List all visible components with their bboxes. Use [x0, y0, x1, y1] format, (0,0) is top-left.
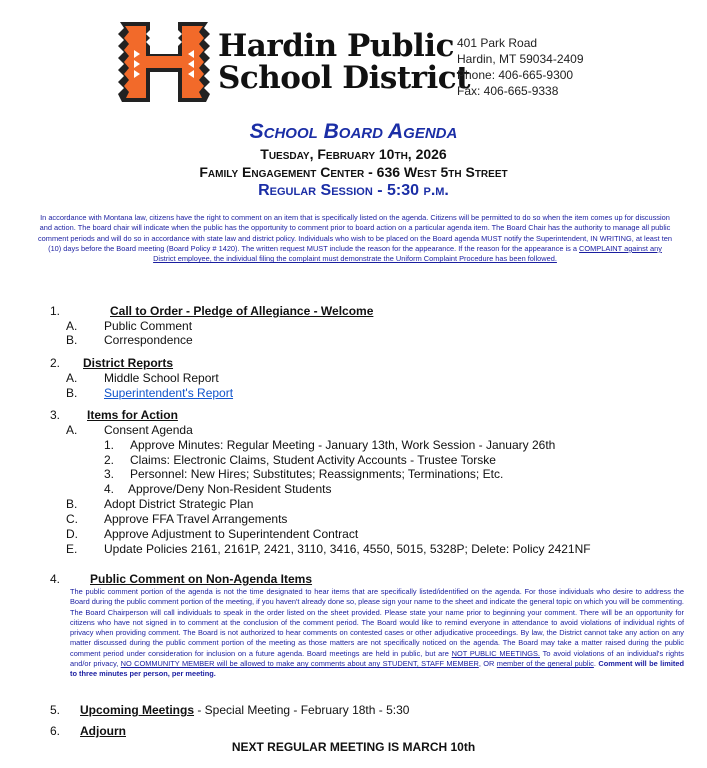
- meeting-location: Family Engagement Center - 636 West 5th Street: [199, 164, 508, 180]
- item-letter: C.: [66, 512, 78, 526]
- pc-no-community: NO COMMUNITY MEMBER will be allowed to make any comments about any STUDENT, STAFF MEMBER: [120, 659, 479, 669]
- address-phone: Phone: 406-665-9300: [457, 68, 574, 82]
- session-time: Regular Session - 5:30 p.m.: [258, 182, 449, 199]
- pc-time-limit: Comment will be limited to three minutes per person, per meeting.: [70, 659, 684, 679]
- item-letter: A.: [66, 423, 78, 437]
- consent-non-resident: Approve/Deny Non-Resident Students: [128, 482, 332, 496]
- pc-text-2: To avoid violations of an individual's rights and/or privacy,: [70, 648, 684, 669]
- section-2-title: District Reports: [83, 356, 174, 370]
- section-3-number: 3.: [50, 408, 61, 422]
- item-letter: B.: [66, 333, 78, 347]
- section-3-title: Items for Action: [87, 408, 178, 422]
- superintendent-report-link[interactable]: Superintendent's Report: [104, 386, 234, 400]
- sub-number: 3.: [104, 467, 115, 481]
- item-middle-school-report: Middle School Report: [104, 371, 219, 385]
- address-street: 401 Park Road: [457, 36, 538, 50]
- item-consent-agenda: Consent Agenda: [104, 423, 193, 437]
- item-letter: A.: [66, 371, 78, 385]
- section-1-title: Call to Order - Pledge of Allegiance - Welcome: [110, 304, 374, 318]
- section-5-detail: - Special Meeting - February 18th - 5:30: [194, 703, 410, 717]
- address-fax: Fax: 406-665-9338: [457, 84, 559, 98]
- item-letter: E.: [66, 542, 78, 556]
- item-public-comment: Public Comment: [104, 319, 193, 333]
- address-city: Hardin, MT 59034-2409: [457, 52, 584, 66]
- item-strategic-plan: Adopt District Strategic Plan: [104, 497, 254, 511]
- district-logo-icon: [116, 20, 212, 104]
- consent-personnel: Personnel: New Hires; Substitutes; Reassignments; Terminations; Etc.: [130, 467, 504, 481]
- intro-text: In accordance with Montana law, citizens have the right to comment on an item that is specifically listed on the agenda. Citizens will be permitted to do so when the item comes up for discussion and action. The board chair will indicate when the public has the opportunity to comment prior to board action on a particular agenda item. The Board Chair has the authority to manage all public comment periods and will do so in accordance with state law and district policy. Individuals who wish to be placed on the Board agenda MUST notify the Superintendent, IN WRITING, at least ten (10) days before the Board meeting (Board Policy # 1420). The written request MUST include the reason for the appearance. If the reason for the appearance is a: [37, 213, 672, 253]
- page-title: School Board Agenda: [249, 120, 458, 143]
- consent-claims: Claims: Electronic Claims, Student Activity Accounts - Trustee Torske: [130, 453, 496, 467]
- next-meeting-notice: NEXT REGULAR MEETING IS MARCH 10th: [231, 740, 476, 754]
- complaint-notice: COMPLAINT against any District employee, the individual filing the complaint must demonstrate the Uniform Complaint Procedure has been followed.: [153, 243, 662, 264]
- section-6-number: 6.: [50, 724, 61, 738]
- item-update-policies: Update Policies 2161, 2161P, 2421, 3110, 3416, 4550, 5015, 5328P; Delete: Policy 2421NF: [104, 542, 591, 556]
- section-5-number: 5.: [50, 703, 61, 717]
- item-letter: D.: [66, 527, 78, 541]
- section-1-number: 1.: [50, 304, 61, 318]
- item-letter: B.: [66, 386, 78, 400]
- pc-not-public: NOT PUBLIC MEETINGS.: [451, 648, 540, 658]
- meeting-date: Tuesday, February 10th, 2026: [260, 146, 447, 162]
- section-6-title: Adjourn: [80, 724, 126, 738]
- address-block: [457, 35, 584, 99]
- public-comment-notice: [70, 587, 684, 680]
- intro-notice: [36, 213, 674, 264]
- sub-number: 4.: [104, 482, 115, 496]
- item-correspondence: Correspondence: [104, 333, 193, 347]
- item-letter: B.: [66, 497, 78, 511]
- pc-text-3: , OR: [478, 659, 497, 669]
- section-4-number: 4.: [50, 572, 61, 586]
- consent-minutes: Approve Minutes: Regular Meeting - January 13th, Work Session - January 26th: [130, 438, 556, 452]
- pc-text: The public comment portion of the agenda is not the time designated to hear items that are specifically listed/identified on the agenda. For those individuals who desire to address the Board during the public comment portion of the meeting, if you haven't already done so, please sign your name to the sheet and indicate the general topic on which you will be commenting. The Board Chairperson will call individuals to speak in the order listed on the sheet provided. Please state your name prior to beginning your comment. There will be an opportunity for citizens who have not signed in to comment at the conclusion of the comment period. The Board would like to remind everyone in attendance to avoid violations of individual rights of privacy when providing comment. The Board is not authorized to hear comments on contested cases or other adjudicative proceedings. By law, the District cannot take any action on any matter discussed during the public comment portion of the meeting as those matters are not specifically noticed on the agenda. The Board may take a matter raised during the public comment period under consideration for inclusion on a future agenda. Board meetings are held in public, but are: [70, 587, 684, 658]
- brand-line-2: School District: [218, 60, 470, 96]
- pc-text-4: .: [593, 659, 596, 669]
- item-letter: A.: [66, 319, 78, 333]
- item-ffa-travel: Approve FFA Travel Arrangements: [104, 512, 288, 526]
- sub-number: 1.: [104, 438, 115, 452]
- section-2-number: 2.: [50, 356, 61, 370]
- sub-number: 2.: [104, 453, 115, 467]
- section-4-title: Public Comment on Non-Agenda Items: [90, 572, 313, 586]
- pc-general-public: member of the general public: [496, 659, 594, 669]
- item-superintendent-contract: Approve Adjustment to Superintendent Contract: [104, 527, 359, 541]
- district-name: [218, 30, 470, 94]
- section-5-title: Upcoming Meetings: [80, 703, 195, 717]
- brand-line-1: Hardin Public: [218, 28, 454, 64]
